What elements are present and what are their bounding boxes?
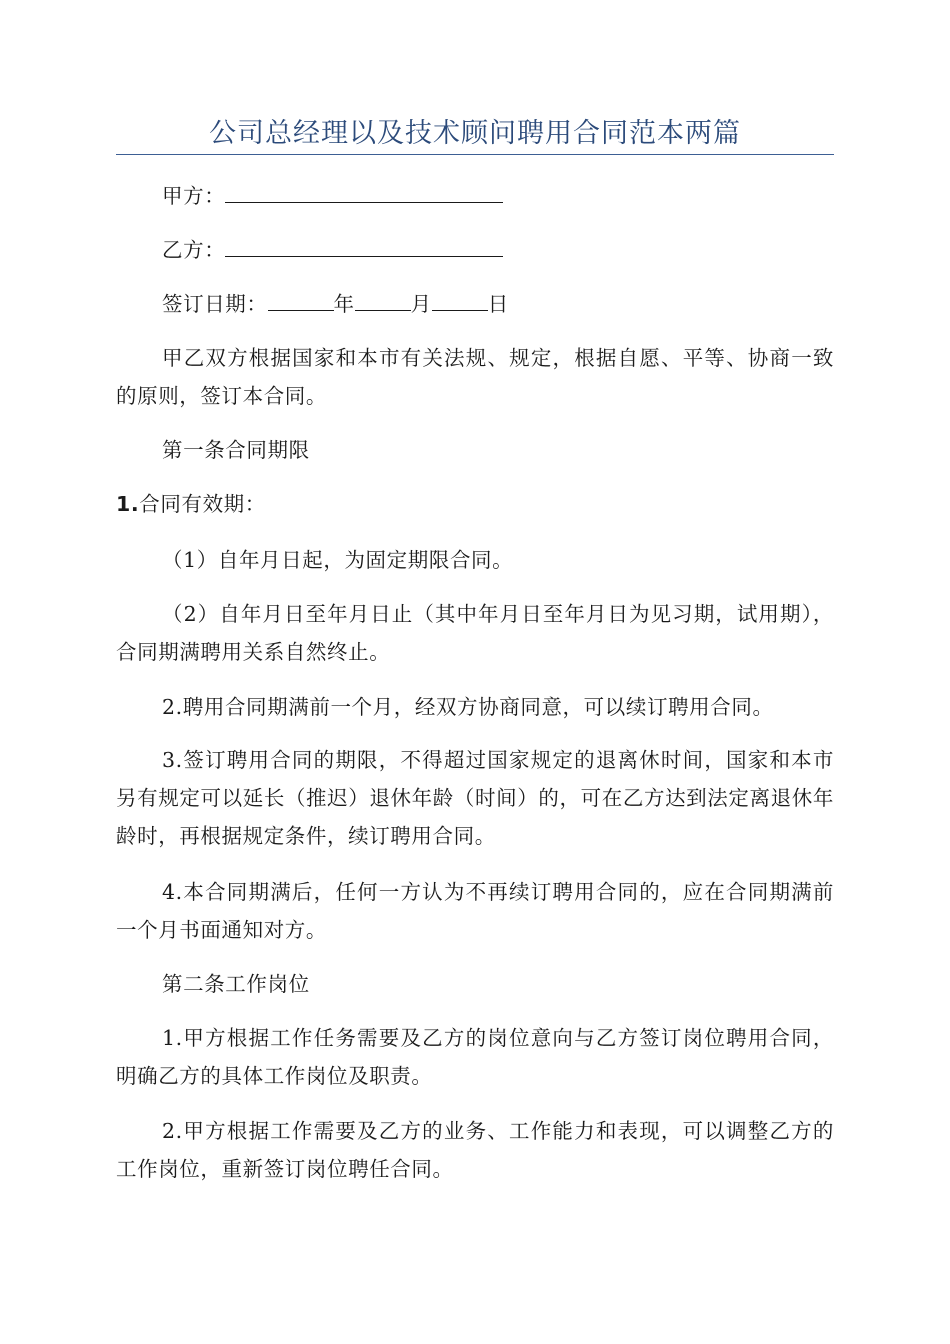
art2-item1: 1.甲方根据工作任务需要及乙方的岗位意向与乙方签订岗位聘用合同，明确乙方的具体工作岗位及职责。	[116, 1026, 834, 1088]
party-b-line	[162, 236, 503, 264]
item1-sub1: （1）自年月日起，为固定期限合同。	[162, 548, 514, 572]
party-b-blank[interactable]	[225, 236, 503, 257]
art2-item2: 2.甲方根据工作需要及乙方的业务、工作能力和表现，可以调整乙方的工作岗位，重新签订岗位聘任合同。	[116, 1119, 834, 1181]
item4: 4.本合同期满后，任何一方认为不再续订聘用合同的，应在合同期满前一个月书面通知对方。	[116, 880, 834, 942]
document-title: 公司总经理以及技术顾问聘用合同范本两篇	[209, 118, 741, 149]
sign-date-label: 签订日期：	[162, 292, 268, 316]
item2: 2.聘用合同期满前一个月，经双方协商同意，可以续订聘用合同。	[162, 695, 774, 719]
year-label: 年	[333, 292, 355, 316]
month-blank[interactable]	[355, 290, 411, 311]
party-a-blank[interactable]	[225, 182, 503, 203]
party-b-label: 乙方：	[162, 238, 226, 262]
item1-sub2: （2）自年月日至年月日止（其中年月日至年月日为见习期，试用期），合同期满聘用关系自然终止。	[116, 602, 834, 664]
party-a-line	[162, 182, 503, 210]
day-label: 日	[487, 292, 509, 316]
month-label: 月	[410, 292, 432, 316]
article2-heading: 第二条工作岗位	[162, 972, 310, 996]
sign-date-line	[162, 290, 509, 318]
article1-heading: 第一条合同期限	[162, 438, 310, 462]
item1-text: 合同有效期：	[139, 492, 266, 516]
day-blank[interactable]	[432, 290, 488, 311]
item1-line	[116, 490, 266, 518]
item3: 3.签订聘用合同的期限，不得超过国家规定的退离休时间，国家和本市另有规定可以延长（推迟）退休年龄（时间）的，可在乙方达到法定离退休年龄时，再根据规定条件，续订聘用合同。	[116, 748, 834, 848]
intro-paragraph: 甲乙双方根据国家和本市有关法规、规定，根据自愿、平等、协商一致的原则，签订本合同。	[116, 346, 834, 408]
year-blank[interactable]	[268, 290, 334, 311]
item1-number: 1.	[116, 492, 140, 516]
party-a-label: 甲方：	[162, 184, 226, 208]
title-underline	[116, 154, 834, 155]
